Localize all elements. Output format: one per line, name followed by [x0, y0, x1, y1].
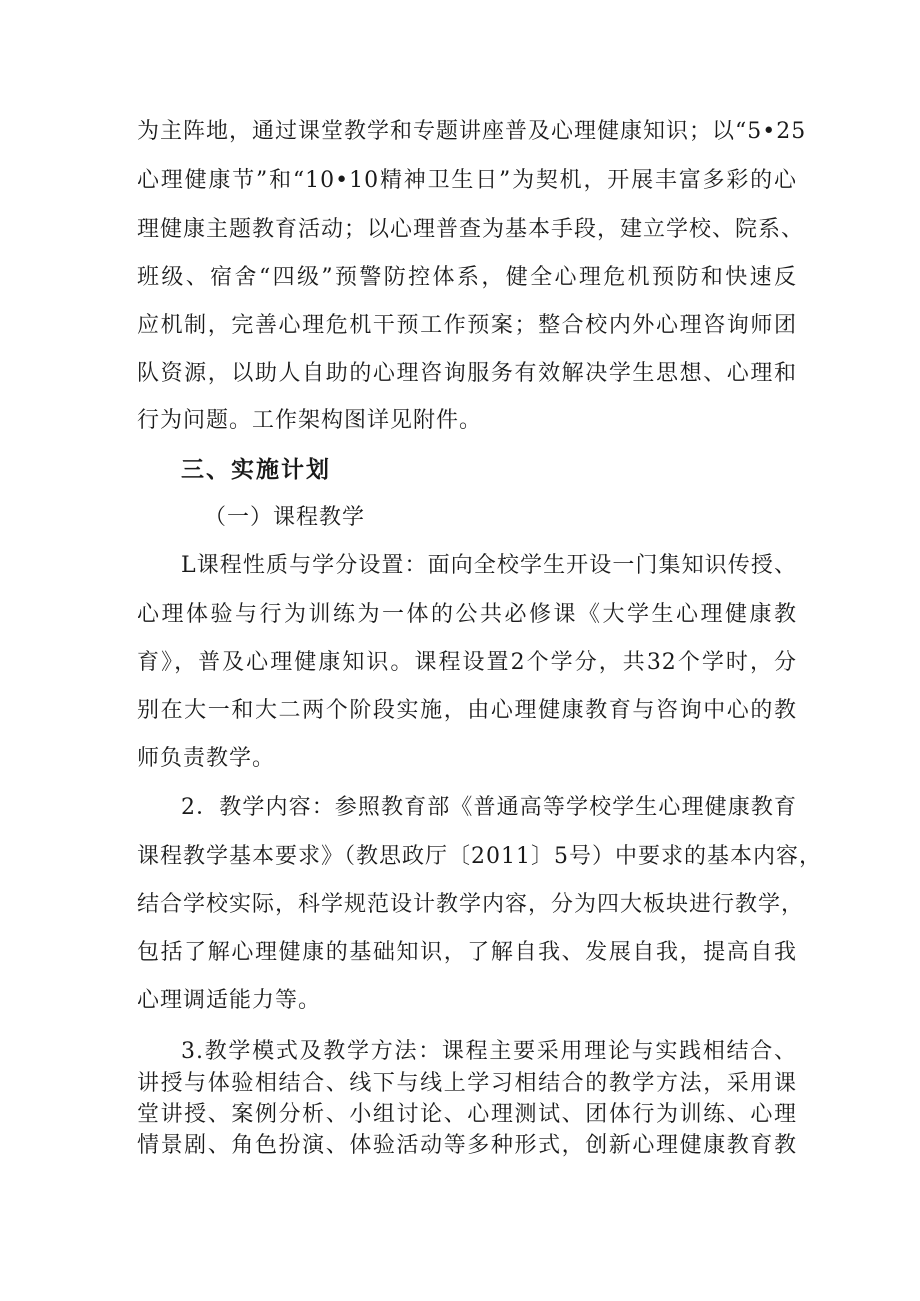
paragraph-line: 队资源，以助人自助的心理咨询服务有效解决学生思想、心理和 — [137, 361, 797, 386]
paragraph-line: 班级、宿舍“四级”预警防控体系，健全心理危机预防和快速反 — [137, 265, 797, 290]
subsection-heading: （一）课程教学 — [204, 505, 366, 530]
paragraph-line: L课程性质与学分设置：面向全校学生开设一门集知识传授、 — [181, 553, 797, 578]
paragraph-line: 应机制，完善心理危机干预工作预案；整合校内外心理咨询师团 — [137, 313, 797, 338]
paragraph-line: 心理健康节”和“10•10精神卫生日”为契机，开展丰富多彩的心 — [137, 168, 797, 193]
paragraph-line: 堂讲授、案例分析、小组讨论、心理测试、团体行为训练、心理 — [137, 1102, 797, 1127]
paragraph-line: 理健康主题教育活动；以心理普查为基本手段，建立学校、院系、 — [137, 217, 805, 242]
paragraph-line: 课程教学基本要求》（教思政厅〔2011〕5号）中要求的基本内容， — [137, 844, 822, 869]
paragraph-line: 讲授与体验相结合、线下与线上学习相结合的教学方法，采用课 — [137, 1071, 797, 1096]
paragraph-line: 为主阵地，通过课堂教学和专题讲座普及心理健康知识；以“5•25 — [137, 119, 807, 144]
paragraph-line: 别在大一和大二两个阶段实施，由心理健康教育与咨询中心的教 — [137, 698, 797, 723]
paragraph-line: 师负责教学。 — [137, 746, 276, 771]
paragraph-line: 3.教学模式及教学方法：课程主要采用理论与实践相结合、 — [181, 1039, 797, 1064]
section-heading: 三、实施计划 — [181, 457, 331, 483]
paragraph-line: 2．教学内容：参照教育部《普通高等学校学生心理健康教育 — [181, 795, 797, 820]
paragraph-line: 结合学校实际，科学规范设计教学内容，分为四大板块进行教学， — [137, 892, 805, 917]
paragraph-line: 包括了解心理健康的基础知识，了解自我、发展自我，提高自我 — [137, 940, 797, 965]
paragraph-line: 心理体验与行为训练为一体的公共必修课《大学生心理健康教 — [137, 602, 797, 627]
paragraph-line: 情景剧、角色扮演、体验活动等多种形式，创新心理健康教育教 — [137, 1133, 797, 1158]
paragraph-line: 育》，普及心理健康知识。课程设置2个学分，共32个学时，分 — [137, 650, 797, 675]
paragraph-line: 心理调适能力等。 — [137, 988, 322, 1013]
paragraph-line: 行为问题。工作架构图详见附件。 — [137, 408, 483, 433]
